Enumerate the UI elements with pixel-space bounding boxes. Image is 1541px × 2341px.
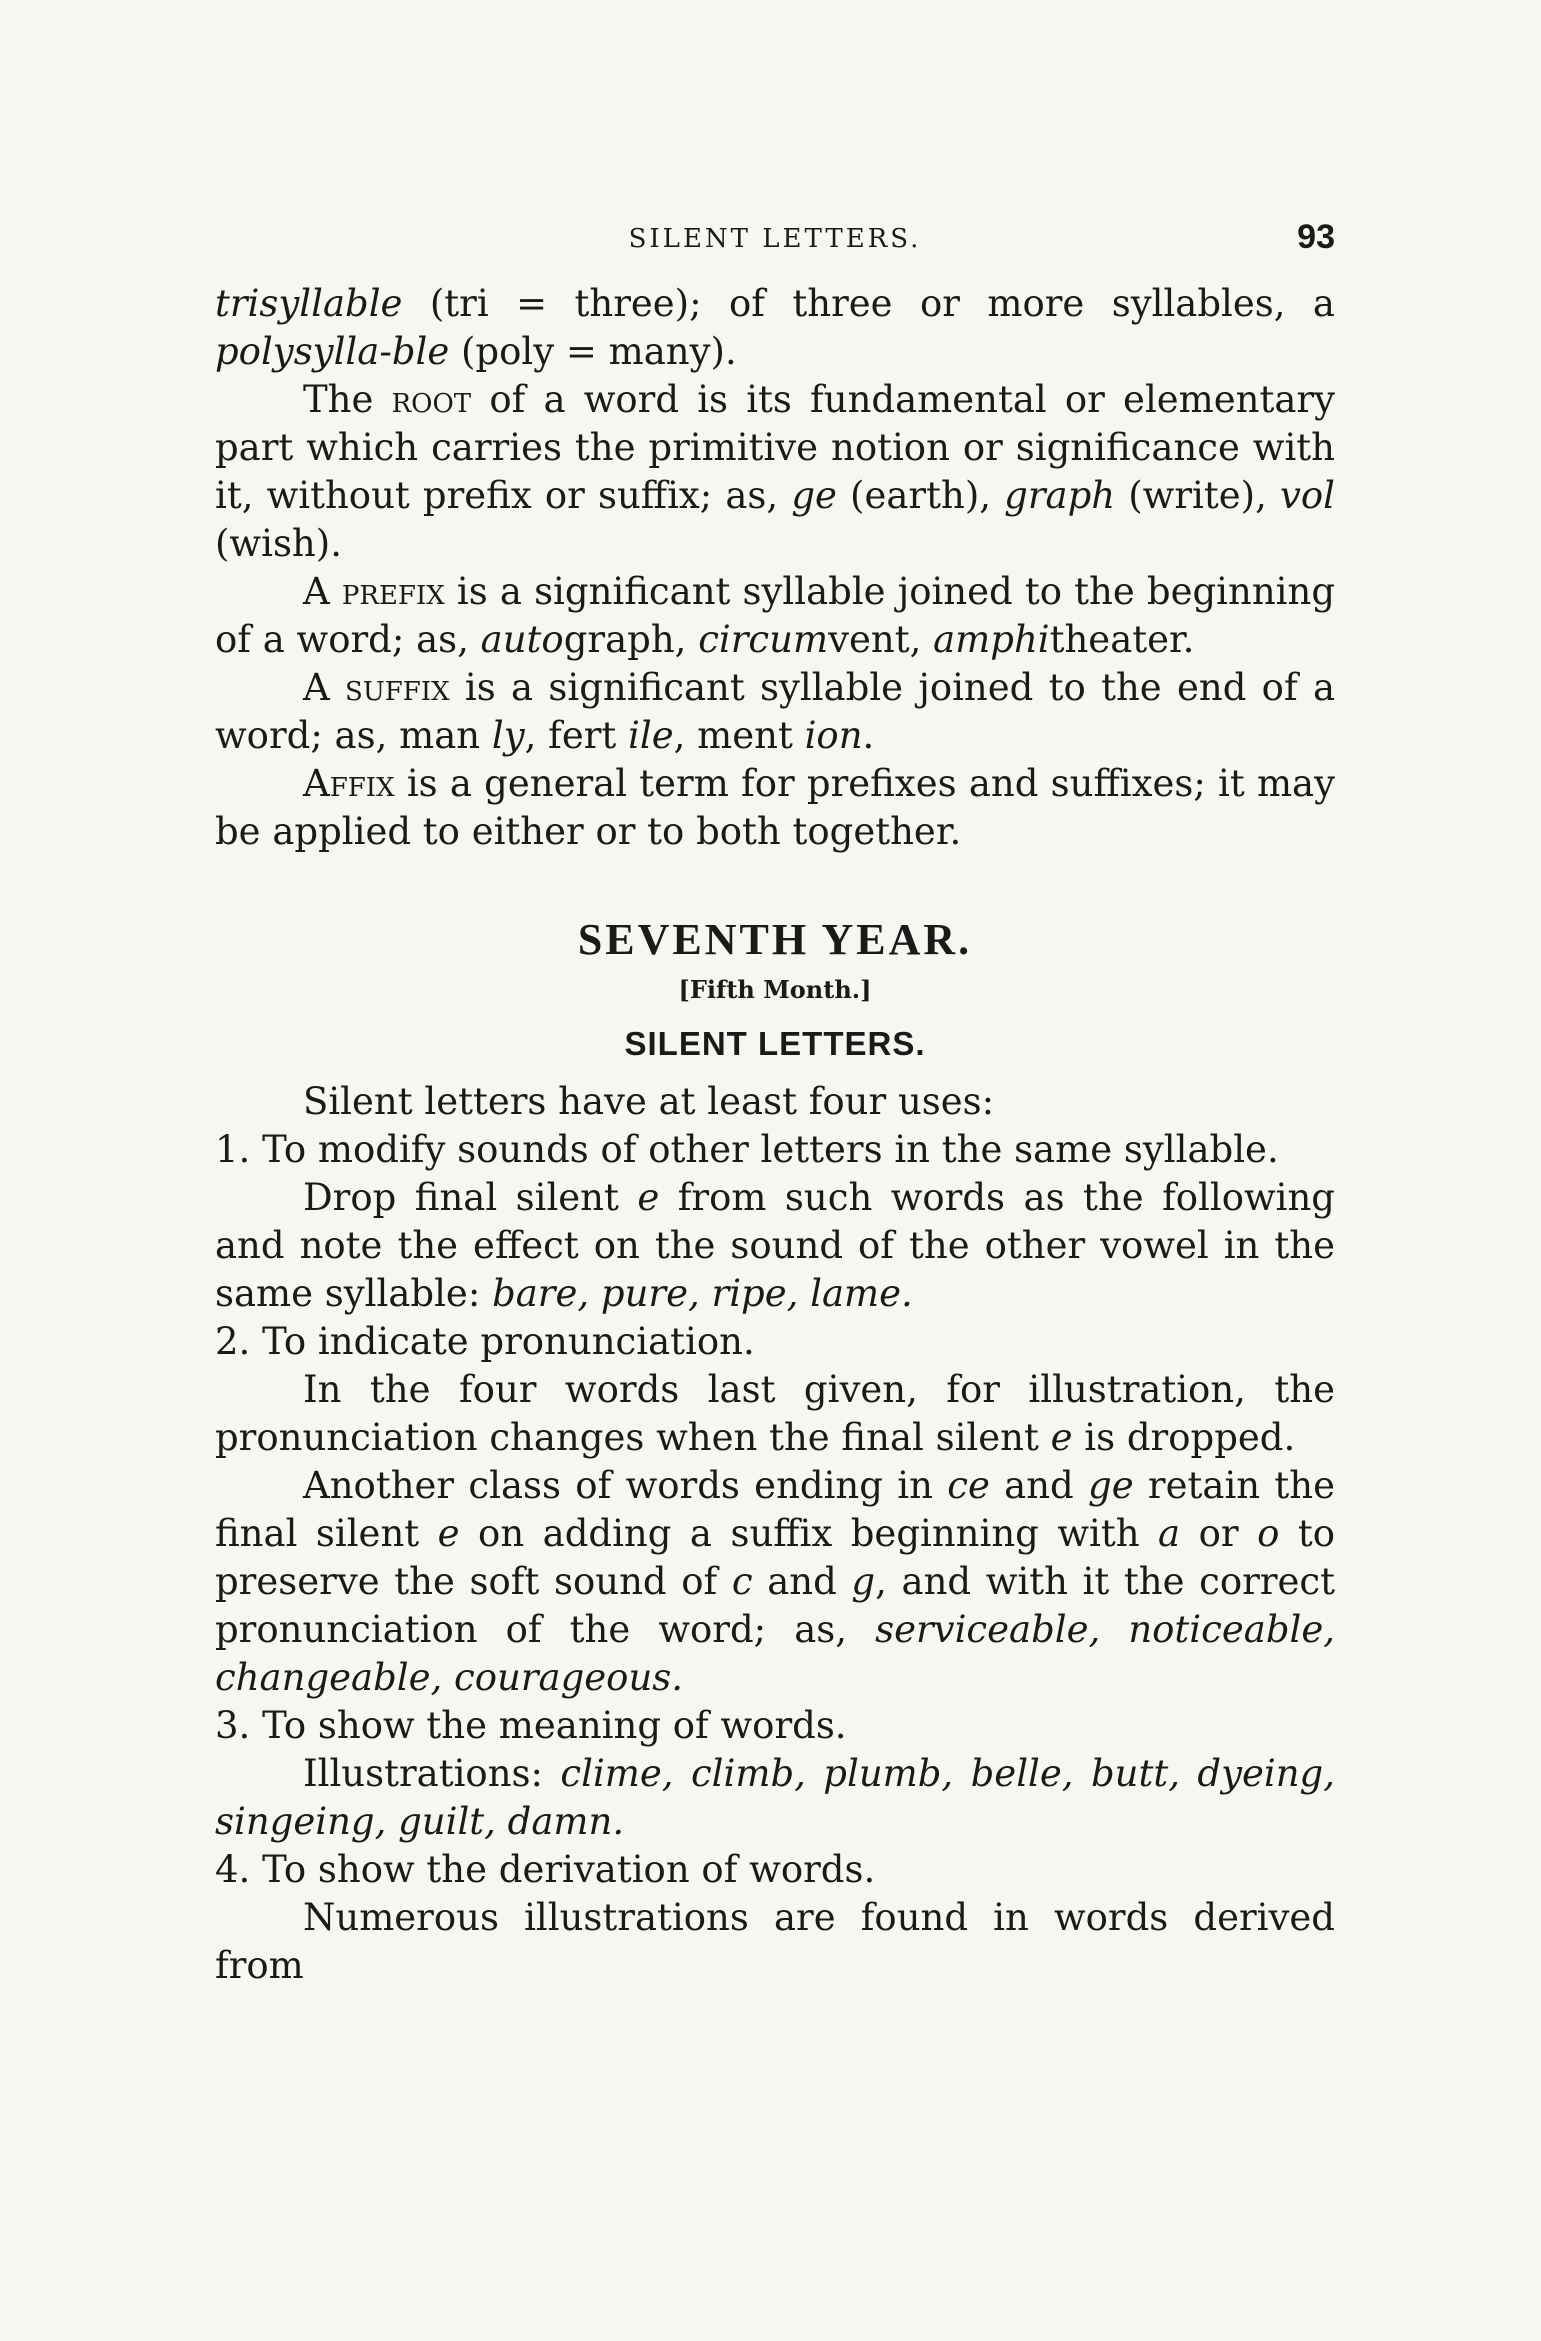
text-run: .	[862, 714, 875, 757]
list-item-1: 1. To modify sounds of other letters in the same syllable.	[215, 1128, 1279, 1171]
text-run: (poly = many).	[449, 330, 737, 373]
italic-word: ion	[804, 714, 863, 757]
text-run: , fert	[524, 714, 629, 757]
term-suffix: suffix	[345, 666, 450, 709]
paragraph-item3	[215, 1750, 1335, 1846]
text-run: on adding a suffix beginning with	[459, 1512, 1159, 1555]
text-run: A	[303, 666, 346, 709]
section-title: SEVENTH YEAR.	[577, 915, 973, 964]
text-run: and	[752, 1560, 852, 1603]
text-run: , ment	[673, 714, 805, 757]
italic-word: ce	[947, 1464, 990, 1507]
paragraph-suffix	[215, 664, 1335, 760]
text-run: Another class of words ending in	[303, 1464, 948, 1507]
text-run: and	[989, 1464, 1089, 1507]
italic-word: o	[1257, 1512, 1280, 1555]
list-item-4: 4. To show the derivation of words.	[215, 1848, 876, 1891]
paragraph-prefix	[215, 568, 1335, 664]
text-run: vent,	[828, 618, 934, 661]
italic-word: e	[437, 1512, 460, 1555]
italic-word: clime, climb, plumb, belle, butt, dyeing, singeing, guilt, damn.	[215, 1752, 1335, 1843]
text-run: (write),	[1115, 474, 1280, 517]
paragraph-item2	[215, 1366, 1335, 1462]
italic-word: auto	[480, 618, 564, 661]
italic-word: e	[1050, 1416, 1073, 1459]
italic-word: circum	[698, 618, 829, 661]
text-run: A	[303, 570, 342, 613]
text-run: from such words as the following and note the effect on the sound of the other vowel in the same syllable:	[215, 1176, 1335, 1315]
text-run: (earth),	[836, 474, 1005, 517]
text-run: (wish).	[215, 522, 342, 565]
text-run: of a word is its fundamental or elementary part which carries the primitive notion or significance with it, without prefix or suffix; as,	[215, 378, 1335, 517]
text-run: The	[303, 378, 392, 421]
month-label: [Fifth Month.]	[678, 975, 872, 1004]
text-run: , and with it the correct pronunciation of the word; as,	[215, 1560, 1335, 1651]
italic-word: e	[637, 1176, 660, 1219]
paragraph-root	[215, 376, 1335, 568]
italic-word: ge	[791, 474, 837, 517]
italic-word: g	[851, 1560, 876, 1603]
italic-word: graph	[1004, 474, 1116, 517]
italic-word: ile	[628, 714, 674, 757]
text-run: or	[1180, 1512, 1258, 1555]
term-root: root	[391, 378, 472, 421]
term-affix: Affix	[303, 762, 395, 805]
text-run: Drop final silent	[303, 1176, 638, 1219]
running-title: SILENT LETTERS.	[628, 224, 922, 254]
text-run: to preserve the soft sound of	[215, 1512, 1335, 1603]
italic-word: ly	[491, 714, 525, 757]
list-item-3: 3. To show the meaning of words.	[215, 1704, 847, 1747]
text-run: Illustrations:	[303, 1752, 561, 1795]
text-run: (tri = three); of three or more syllables, a	[402, 282, 1335, 325]
running-head	[215, 218, 1335, 268]
italic-word: vol	[1279, 474, 1335, 517]
italic-word: c	[731, 1560, 753, 1603]
page-content	[215, 280, 1335, 1990]
text-run: is a significant syllable joined to the end of a word; as, man	[215, 666, 1336, 757]
paragraph-item2-class	[215, 1462, 1335, 1702]
term-prefix: prefix	[341, 570, 445, 613]
paragraph-intro: Silent letters have at least four uses:	[303, 1080, 995, 1123]
paragraph-affix	[215, 760, 1335, 856]
text-run: graph,	[563, 618, 699, 661]
italic-word: polysylla-ble	[215, 330, 450, 373]
italic-word: amphi	[933, 618, 1050, 661]
paragraph-item1	[215, 1174, 1335, 1318]
text-run: theater.	[1049, 618, 1195, 661]
section-subtitle: SILENT LETTERS.	[624, 1025, 926, 1062]
italic-word: serviceable, noticeable, changeable, courageous.	[215, 1608, 1335, 1699]
italic-word: trisyllable	[215, 282, 403, 325]
text-run: is a significant syllable joined to the beginning of a word; as,	[215, 570, 1336, 661]
italic-word: a	[1158, 1512, 1181, 1555]
italic-word: bare, pure, ripe, lame.	[492, 1272, 913, 1315]
paragraph-trisyllable	[215, 280, 1335, 376]
text-run: retain the final silent	[215, 1464, 1335, 1555]
text-run: is a general term for prefixes and suffixes; it may be applied to either or to both together.	[215, 762, 1335, 853]
text-run: In the four words last given, for illustration, the pronunciation changes when the final silent	[215, 1368, 1335, 1459]
italic-word: ge	[1088, 1464, 1134, 1507]
text-run: is dropped.	[1072, 1416, 1296, 1459]
list-item-2: 2. To indicate pronunciation.	[215, 1320, 755, 1363]
page-number: 93	[1297, 218, 1335, 256]
paragraph-item4: Numerous illustrations are found in words derived from	[215, 1896, 1335, 1987]
